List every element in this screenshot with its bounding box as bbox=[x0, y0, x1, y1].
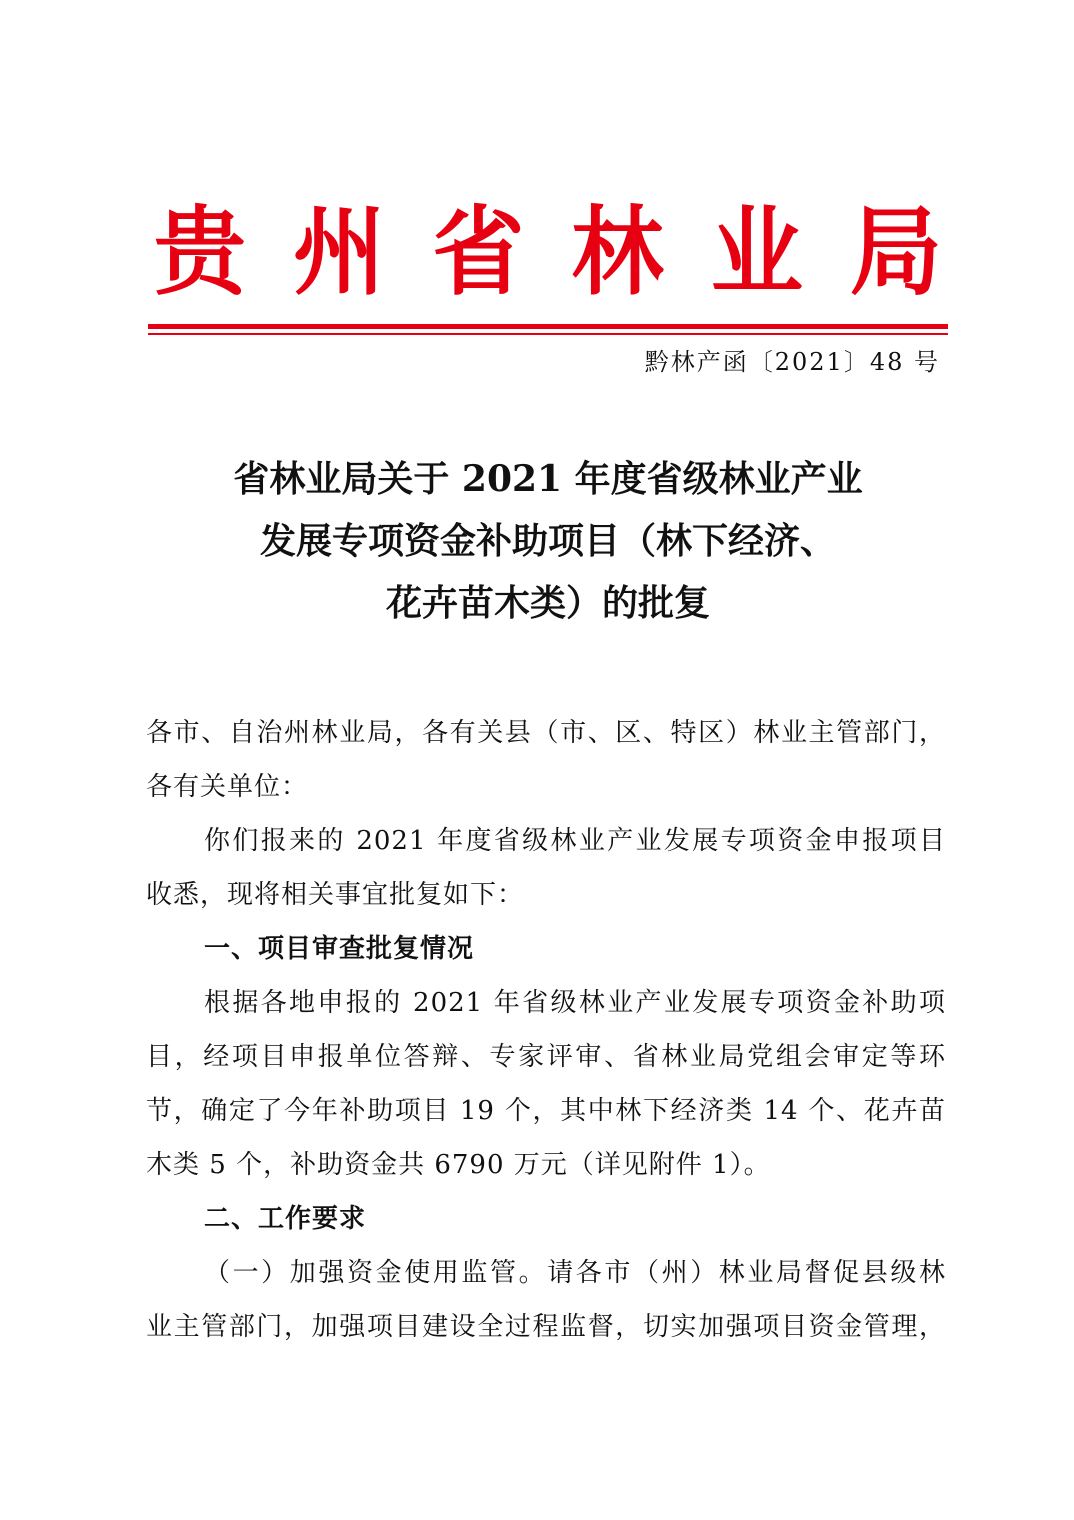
paragraph-line: 节，确定了今年补助项目 19 个，其中林下经济类 14 个、花卉苗 bbox=[146, 1096, 946, 1126]
masthead-title bbox=[150, 196, 946, 308]
addressee-line: 各市、自治州林业局，各有关县（市、区、特区）林业主管部门， bbox=[146, 718, 946, 748]
title-line: 花卉苗木类）的批复 bbox=[385, 582, 710, 624]
section-heading-1: 一、项目审查批复情况 bbox=[204, 934, 475, 964]
document-number: 黔林产函〔2021〕48 号 bbox=[644, 348, 940, 376]
intro-line: 收悉，现将相关事宜批复如下： bbox=[146, 880, 525, 910]
section-heading-2: 二、工作要求 bbox=[204, 1204, 367, 1234]
red-divider-thin bbox=[148, 333, 948, 335]
document-body bbox=[146, 706, 946, 1354]
addressee-line: 各有关单位： bbox=[146, 772, 309, 802]
paragraph-line: （一）加强资金使用监管。请各市（州）林业局督促县级林 bbox=[204, 1258, 946, 1288]
title-line: 发展专项资金补助项目（林下经济、 bbox=[259, 520, 836, 562]
paragraph-line: 目，经项目申报单位答辩、专家评审、省林业局党组会审定等环 bbox=[146, 1042, 946, 1072]
paragraph-line: 木类 5 个，补助资金共 6790 万元（详见附件 1）。 bbox=[146, 1150, 771, 1180]
paragraph-line: 业主管部门，加强项目建设全过程监督，切实加强项目资金管理， bbox=[146, 1312, 946, 1342]
masthead-char: 局 bbox=[849, 195, 942, 309]
paragraph-line: 根据各地申报的 2021 年省级林业产业发展专项资金补助项 bbox=[204, 988, 946, 1018]
red-divider-thick bbox=[148, 324, 948, 329]
masthead-char: 省 bbox=[432, 195, 525, 309]
masthead-char: 州 bbox=[293, 195, 386, 309]
masthead-char: 林 bbox=[571, 195, 664, 309]
document-title bbox=[150, 448, 946, 634]
intro-line: 你们报来的 2021 年度省级林业产业发展专项资金申报项目 bbox=[204, 826, 946, 856]
masthead-char: 业 bbox=[710, 195, 803, 309]
title-line: 省林业局关于 2021 年度省级林业产业 bbox=[233, 458, 863, 500]
masthead-char: 贵 bbox=[153, 195, 246, 309]
